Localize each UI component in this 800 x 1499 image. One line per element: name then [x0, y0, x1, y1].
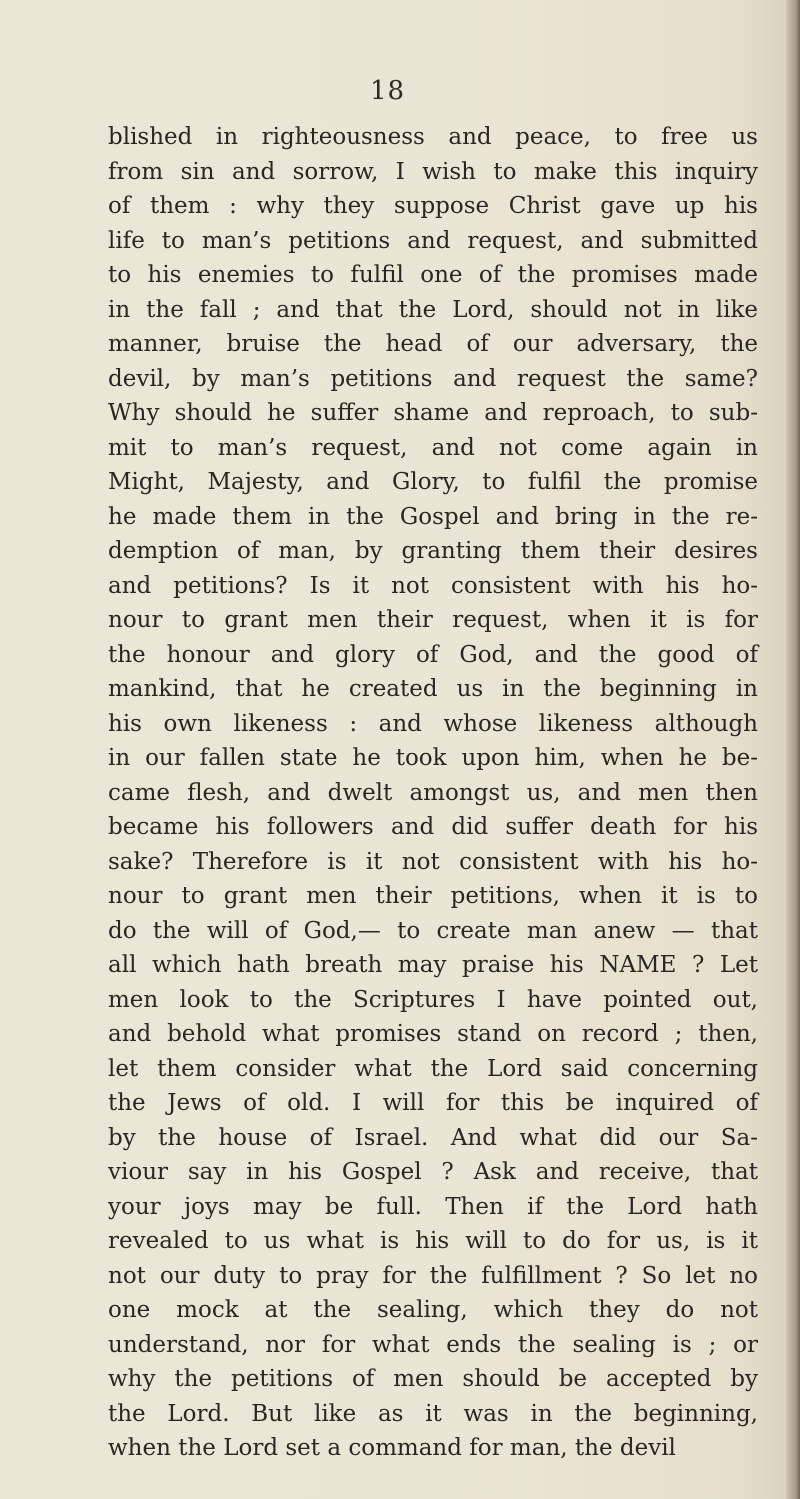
text-line: let them consider what the Lord said concerning: [108, 1055, 758, 1082]
text-line: by the house of Israel. And what did our Sa-: [108, 1124, 758, 1151]
text-line: not our duty to pray for the fulfillment ? So let no: [108, 1262, 758, 1289]
text-line: in our fallen state he took upon him, when he be-: [108, 745, 758, 771]
text-line: revealed to us what is his will to do for us, is it: [108, 1228, 758, 1254]
text-line: devil, by man’s petitions and request the same?: [108, 365, 758, 392]
text-line: mankind, that he created us in the beginning in: [108, 676, 758, 702]
text-line: one mock at the sealing, which they do not: [108, 1297, 758, 1323]
text-line: life to man’s petitions and request, and submitted: [108, 227, 758, 254]
body-text: [108, 120, 758, 1466]
text-line: understand, nor for what ends the sealing is ; or: [108, 1331, 758, 1358]
text-line: Might, Majesty, and Glory, to fulfil the promise: [108, 469, 758, 495]
text-line: of them : why they suppose Christ gave up his: [108, 193, 758, 219]
text-line: viour say in his Gospel ? Ask and receive, that: [108, 1159, 758, 1185]
text-line: his own likeness : and whose likeness although: [108, 710, 758, 737]
text-line: the Lord. But like as it was in the beginning,: [108, 1400, 758, 1427]
text-line: nour to grant men their petitions, when it is to: [108, 883, 758, 909]
text-line: and petitions? Is it not consistent with his ho-: [108, 572, 758, 599]
text-line: nour to grant men their request, when it is for: [108, 607, 758, 633]
text-line: demption of man, by granting them their desires: [108, 538, 758, 564]
text-line: your joys may be full. Then if the Lord hath: [108, 1193, 758, 1220]
text-line: from sin and sorrow, I wish to make this inquiry: [108, 158, 758, 185]
text-line: the Jews of old. I will for this be inquired of: [108, 1090, 758, 1116]
page-edge-shadow: [786, 0, 800, 1499]
text-line: in the fall ; and that the Lord, should not in like: [108, 296, 758, 323]
text-line: all which hath breath may praise his NAME ? Let: [108, 952, 758, 978]
text-line: and behold what promises stand on record ; then,: [108, 1021, 758, 1047]
text-line: to his enemies to fulfil one of the promises made: [108, 262, 758, 288]
text-line: why the petitions of men should be accepted by: [108, 1366, 758, 1392]
text-line: do the will of God,— to create man anew — that: [108, 917, 758, 944]
text-line: blished in righteousness and peace, to free us: [108, 124, 758, 150]
text-line: manner, bruise the head of our adversary, the: [108, 331, 758, 357]
text-line: men look to the Scriptures I have pointed out,: [108, 986, 758, 1013]
text-line: mit to man’s request, and not come again in: [108, 434, 758, 461]
page-number: 18: [370, 76, 406, 106]
text-line: he made them in the Gospel and bring in the re-: [108, 503, 758, 530]
text-line: became his followers and did suffer death for his: [108, 814, 758, 840]
text-line: when the Lord set a command for man, the devil: [108, 1435, 676, 1461]
text-line: Why should he suffer shame and reproach, to sub-: [108, 400, 758, 426]
text-line: the honour and glory of God, and the good of: [108, 641, 758, 668]
text-line: sake? Therefore is it not consistent with his ho-: [108, 848, 758, 875]
text-line: came flesh, and dwelt amongst us, and men then: [108, 779, 758, 806]
